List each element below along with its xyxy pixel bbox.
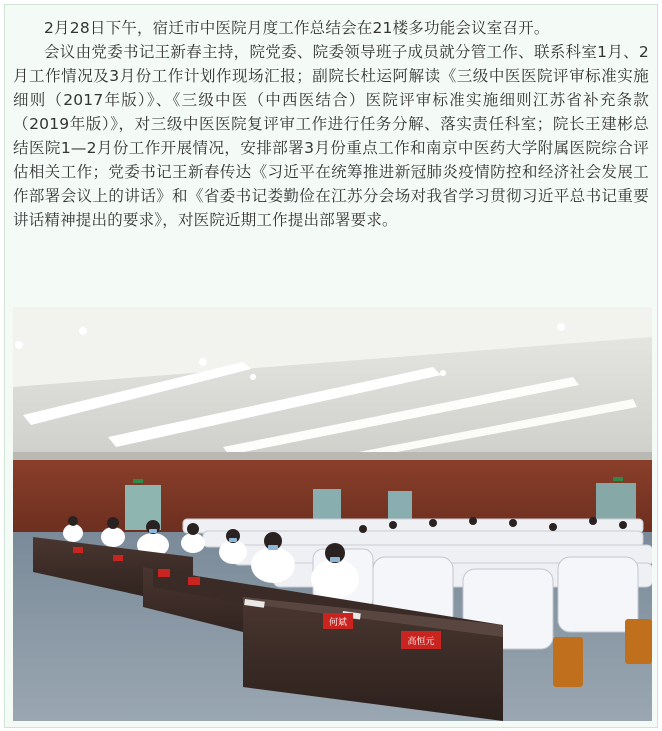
article-text: [13, 16, 649, 232]
article-paragraph: 2月28日下午，宿迁市中医院月度工作总结会在21楼多功能会议室召开。: [44, 19, 550, 37]
meeting-photo: [13, 307, 652, 721]
name-card-2: [401, 631, 441, 649]
article-paragraph: 会议由党委书记王新春主持，院党委、院委领导班子成员就分管工作、联系科室1月、2月工作情况及3月份工作计划作现场汇报；副院长杜运阿解读《三级中医医院评审标准实施细则（2017年版）》、《三级中医（中西医结合）医院评审标准实施细则江苏省补充条款（2019年版）》，对三级中医医院复评审工作进行任务分解、落实责任科室；院长王建彬总结医院1—2月份工作开展情况，安排部署3月份重点工作和南京中医药大学附属医院综合评估相关工作；党委书记王新春传达《习近平在统筹推进新冠肺炎疫情防控和经济社会发展工作部署会议上的讲话》和《省委书记娄勤俭在江苏分会场对我省学习贯彻习近平总书记重要讲话精神提出的要求》，对医院近期工作提出部署要求。: [13, 43, 649, 229]
name-card-2-text: 高恒元: [407, 637, 435, 647]
meeting-photo-illustration: [13, 307, 652, 721]
name-card-1-text: 何斌: [328, 618, 348, 628]
article-frame: [4, 4, 658, 728]
name-card-1: [323, 613, 353, 629]
